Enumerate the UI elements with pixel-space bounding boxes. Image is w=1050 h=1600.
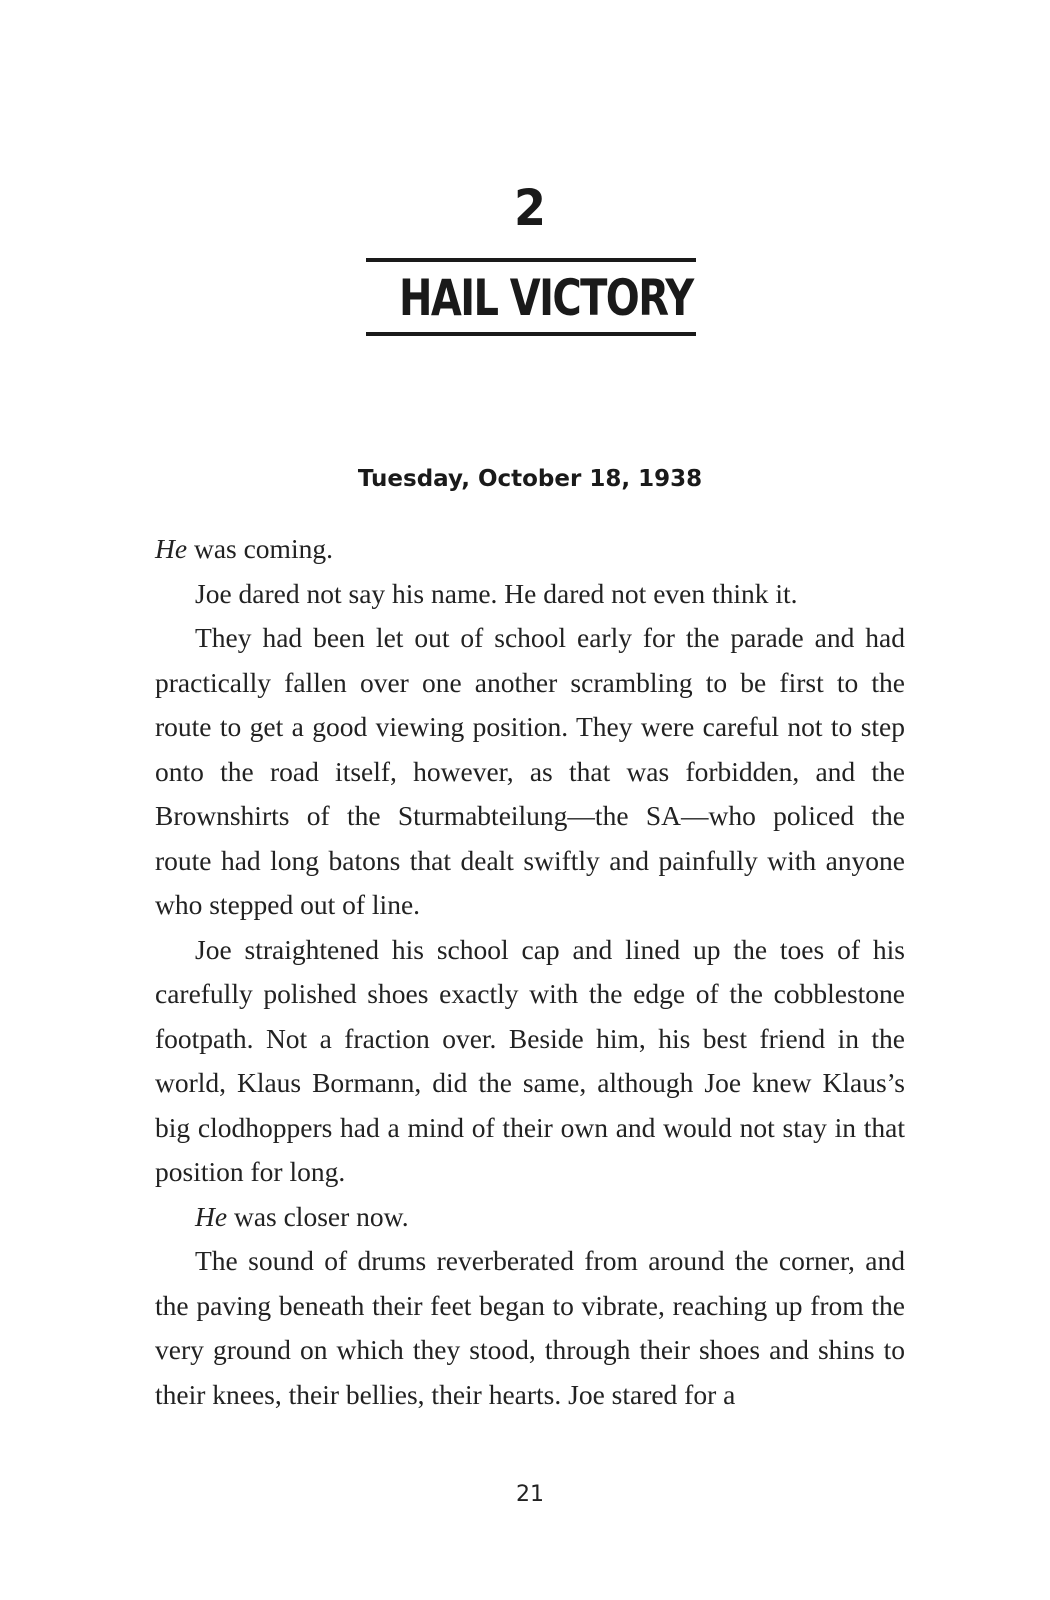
- title-rule-top: [366, 258, 696, 262]
- paragraph-text: The sound of drums reverberated from around the corner, and the paving beneath their feet began to vibrate, reaching up from the very ground on which they stood, through their shoes and shins to their knees, their bellies, their hearts. Joe stared for a: [155, 1245, 905, 1410]
- paragraph: [155, 572, 905, 617]
- chapter-number: 2: [513, 179, 546, 237]
- title-rule-bottom: [366, 332, 696, 336]
- italic-lead: He: [155, 533, 188, 564]
- body-text: [155, 527, 905, 1417]
- paragraph: [155, 928, 905, 1195]
- paragraph-text: was closer now.: [227, 1200, 409, 1232]
- paragraph-text: Joe straightened his school cap and lined up the toes of his carefully polished shoes exactly with the edge of the cobblestone footpath. Not a fraction over. Beside him, his best friend in the world, Klaus Bormann, did the same, although Joe knew Klaus’s big clodhoppers had a mind of their own and would not stay in that position for long.: [155, 933, 905, 1187]
- paragraph-text: Joe dared not say his name. He dared not even think it.: [195, 577, 798, 609]
- paragraph: [155, 616, 905, 928]
- chapter-dateline: Tuesday, October 18, 1938: [357, 466, 703, 492]
- chapter-title: HAIL VICTORY: [399, 269, 693, 327]
- paragraph-text: They had been let out of school early for the parade and had practically fallen over one another scrambling to be first to the route to get a good viewing position. They were careful not to step onto the road itself, however, as that was forbidden, and the Brownshirts of the Sturmabteilung—the SA—who policed the route had long batons that dealt swiftly and painfully with anyone who stepped out of line.: [155, 622, 905, 920]
- page-number: 21: [516, 1482, 544, 1507]
- italic-lead: He: [195, 1200, 228, 1232]
- paragraph: [155, 527, 905, 572]
- paragraph: [155, 1239, 905, 1417]
- paragraph: [155, 1195, 905, 1240]
- paragraph-text: was coming.: [187, 533, 333, 564]
